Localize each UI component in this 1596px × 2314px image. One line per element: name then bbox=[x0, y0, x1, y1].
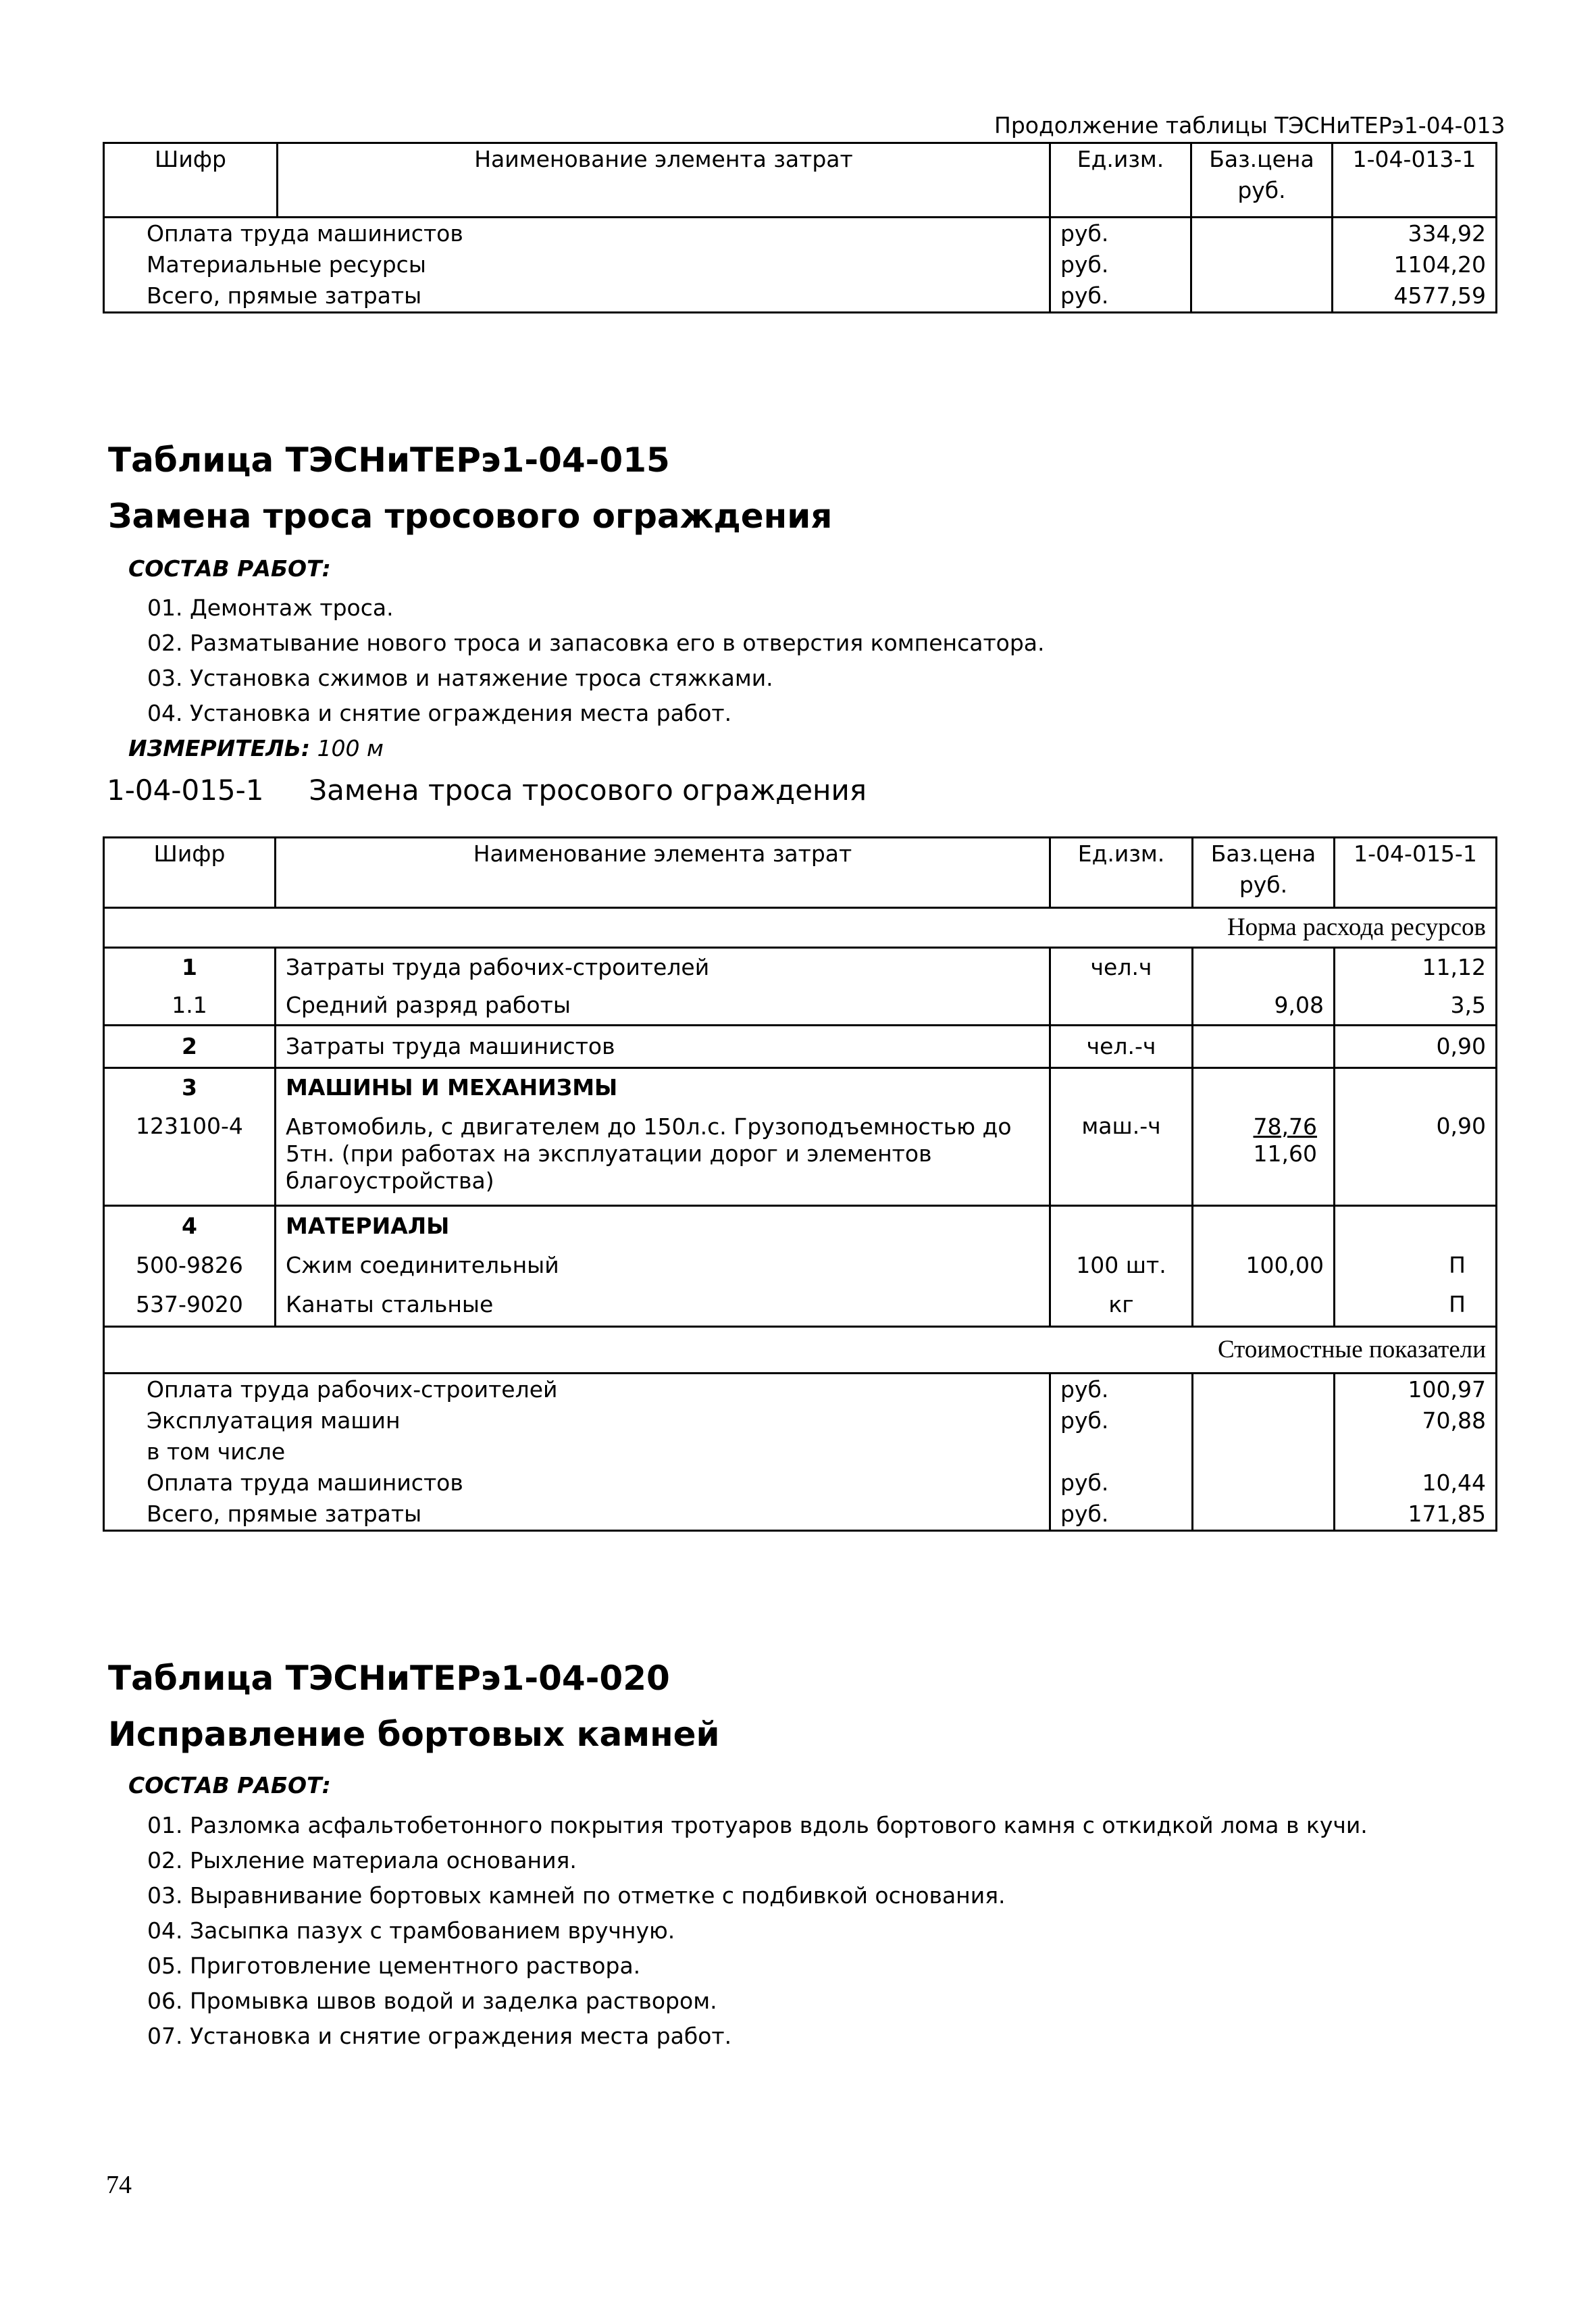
header-name: Наименование элемента затрат bbox=[278, 143, 1050, 218]
izmeritel-label: ИЗМЕРИТЕЛЬ: bbox=[128, 735, 311, 761]
operation-item: 01. Разломка асфальтобетонного покрытия тротуаров вдоль бортового камня с откидкой лома в кучи. bbox=[147, 1812, 1368, 1838]
table-row: Материальные ресурсы руб. 1104,20 bbox=[104, 249, 1497, 280]
table-row: 500-9826 Сжим соединительный 100 шт. 100,00 П bbox=[104, 1246, 1497, 1285]
table-row: 123100-4 Автомобиль, с двигателем до 150л.с. Грузоподъемностью до 5тн. (при работах на эксплуатации дорог и элементов благоустройства) маш.-ч 78,76 11,60 0,90 bbox=[104, 1107, 1497, 1205]
table-row: Эксплуатация машин руб. 70,88 bbox=[104, 1405, 1497, 1436]
operation-item: 03. Выравнивание бортовых камней по отметке с подбивкой основания. bbox=[147, 1882, 1006, 1909]
izmeritel-value: 100 м bbox=[317, 735, 384, 761]
header-base-price: Баз.цена руб. bbox=[1193, 838, 1335, 908]
item-name: Замена троса тросового ограждения bbox=[309, 774, 867, 807]
table-row: Оплата труда машинистов руб. 334,92 bbox=[104, 218, 1497, 250]
machine-price: 78,76 bbox=[1253, 1113, 1317, 1140]
table-row: 1.1 Средний разряд работы 9,08 3,5 bbox=[104, 986, 1497, 1026]
sostav-label: СОСТАВ РАБОТ: bbox=[128, 555, 331, 582]
table-013 bbox=[103, 142, 1497, 313]
table-row: в том числе bbox=[104, 1436, 1497, 1467]
operation-item: 03. Установка сжимов и натяжение троса стяжками. bbox=[147, 665, 773, 691]
item-code: 1-04-015-1 bbox=[107, 774, 264, 807]
header-column: 1-04-013-1 bbox=[1333, 143, 1497, 218]
page-number: 74 bbox=[106, 2171, 132, 2199]
operation-item: 06. Промывка швов водой и заделка раствором. bbox=[147, 1988, 717, 2014]
table-row: 537-9020 Канаты стальные кг П bbox=[104, 1285, 1497, 1327]
table-row: 4 МАТЕРИАЛЫ bbox=[104, 1205, 1497, 1246]
operation-item: 07. Установка и снятие ограждения места работ. bbox=[147, 2023, 732, 2049]
item-heading bbox=[107, 774, 867, 807]
sostav-label: СОСТАВ РАБОТ: bbox=[128, 1772, 331, 1799]
operations-list bbox=[147, 1808, 1368, 2054]
operation-item: 04. Установка и снятие ограждения места работ. bbox=[147, 700, 732, 726]
table-020-subtitle: Исправление бортовых камней bbox=[108, 1715, 720, 1754]
table-row: Оплата труда рабочих-строителей руб. 100,97 bbox=[104, 1374, 1497, 1406]
table-row: Всего, прямые затраты руб. 4577,59 bbox=[104, 280, 1497, 313]
continuation-note: Продолжение таблицы ТЭСНиТЕРэ1-04-013 bbox=[994, 112, 1505, 139]
table-row: Оплата труда машинистов руб. 10,44 bbox=[104, 1467, 1497, 1499]
table-row: Всего, прямые затраты руб. 171,85 bbox=[104, 1499, 1497, 1531]
header-code: Шифр bbox=[104, 838, 276, 908]
table-020-title: Таблица ТЭСНиТЕРэ1-04-020 bbox=[108, 1659, 670, 1698]
operation-item: 02. Рыхление материала основания. bbox=[147, 1847, 577, 1873]
cost-label: Стоимостные показатели bbox=[104, 1327, 1497, 1374]
table-015-subtitle: Замена троса тросового ограждения bbox=[108, 497, 833, 536]
table-row: 1 Затраты труда рабочих-строителей чел.ч 11,12 bbox=[104, 948, 1497, 987]
table-row: 2 Затраты труда машинистов чел.-ч 0,90 bbox=[104, 1026, 1497, 1068]
operation-item: 01. Демонтаж троса. bbox=[147, 595, 394, 621]
operation-item: 02. Разматывание нового троса и запасовка его в отверстия компенсатора. bbox=[147, 630, 1045, 656]
header-code: Шифр bbox=[104, 143, 278, 218]
norma-label: Норма расхода ресурсов bbox=[104, 908, 1497, 948]
header-unit: Ед.изм. bbox=[1050, 838, 1193, 908]
header-name: Наименование элемента затрат bbox=[276, 838, 1050, 908]
operations-list bbox=[147, 590, 1045, 731]
izmeritel bbox=[128, 735, 384, 761]
header-unit: Ед.изм. bbox=[1050, 143, 1191, 218]
header-column: 1-04-015-1 bbox=[1335, 838, 1497, 908]
operation-item: 05. Приготовление цементного раствора. bbox=[147, 1953, 641, 1979]
table-015 bbox=[103, 836, 1497, 1532]
header-base-price: Баз.цена руб. bbox=[1191, 143, 1333, 218]
table-015-title: Таблица ТЭСНиТЕРэ1-04-015 bbox=[108, 441, 670, 480]
machinist-price: 11,60 bbox=[1253, 1140, 1317, 1167]
table-row: 3 МАШИНЫ И МЕХАНИЗМЫ bbox=[104, 1068, 1497, 1107]
operation-item: 04. Засыпка пазух с трамбованием вручную. bbox=[147, 1917, 675, 1944]
